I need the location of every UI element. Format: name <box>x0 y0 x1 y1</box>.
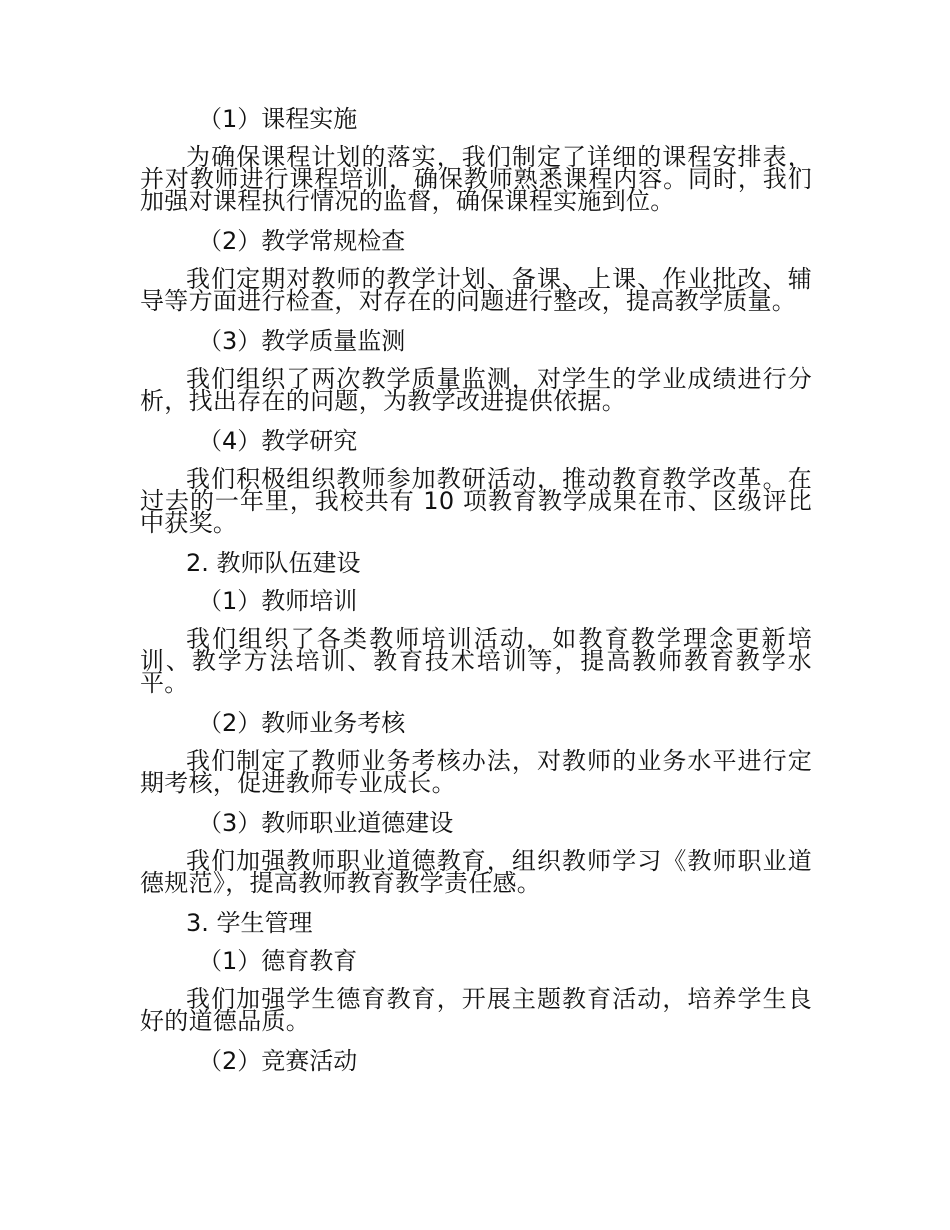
subheading-teaching-routine-check: （2）教学常规检查 <box>198 227 406 255</box>
subheading-teaching-quality-monitoring: （3）教学质量监测 <box>198 327 406 355</box>
section-heading-teacher-team: 2. 教师队伍建设 <box>186 549 361 577</box>
paragraph-teaching-quality-monitoring: 我们组织了两次教学质量监测，对学生的学业成绩进行分析，找出存在的问题，为教学改进提供依据。 <box>140 365 812 415</box>
paragraph-teaching-research: 我们积极组织教师参加教研活动，推动教育教学改革。在过去的一年里，我校共有 10 项教育教学成果在市、区级评比中获奖。 <box>140 465 812 537</box>
paragraph-teacher-training: 我们组织了各类教师培训活动，如教育教学理念更新培训、教学方法培训、教育技术培训等，提高教师教育教学水平。 <box>140 625 812 697</box>
document-body <box>140 102 812 1082</box>
paragraph-teacher-assessment: 我们制定了教师业务考核办法，对教师的业务水平进行定期考核，促进教师专业成长。 <box>140 747 812 797</box>
paragraph-moral-education: 我们加强学生德育教育，开展主题教育活动，培养学生良好的道德品质。 <box>140 985 812 1035</box>
section-heading-student-management: 3. 学生管理 <box>186 909 313 937</box>
paragraph-teaching-routine-check: 我们定期对教师的教学计划、备课、上课、作业批改、辅导等方面进行检查，对存在的问题进行整改，提高教学质量。 <box>140 265 812 315</box>
subheading-teacher-training: （1）教师培训 <box>198 587 358 615</box>
subheading-professional-ethics: （3）教师职业道德建设 <box>198 809 454 837</box>
subheading-curriculum-implementation: （1）课程实施 <box>198 105 358 133</box>
paragraph-curriculum-implementation: 为确保课程计划的落实，我们制定了详细的课程安排表，并对教师进行课程培训，确保教师熟悉课程内容。同时，我们加强对课程执行情况的监督，确保课程实施到位。 <box>140 143 812 215</box>
subheading-teacher-assessment: （2）教师业务考核 <box>198 709 406 737</box>
paragraph-professional-ethics: 我们加强教师职业道德教育，组织教师学习《教师职业道德规范》，提高教师教育教学责任感。 <box>140 847 812 897</box>
subheading-teaching-research: （4）教学研究 <box>198 427 358 455</box>
subheading-competition-activities: （2）竞赛活动 <box>198 1047 358 1075</box>
subheading-moral-education: （1）德育教育 <box>198 947 358 975</box>
